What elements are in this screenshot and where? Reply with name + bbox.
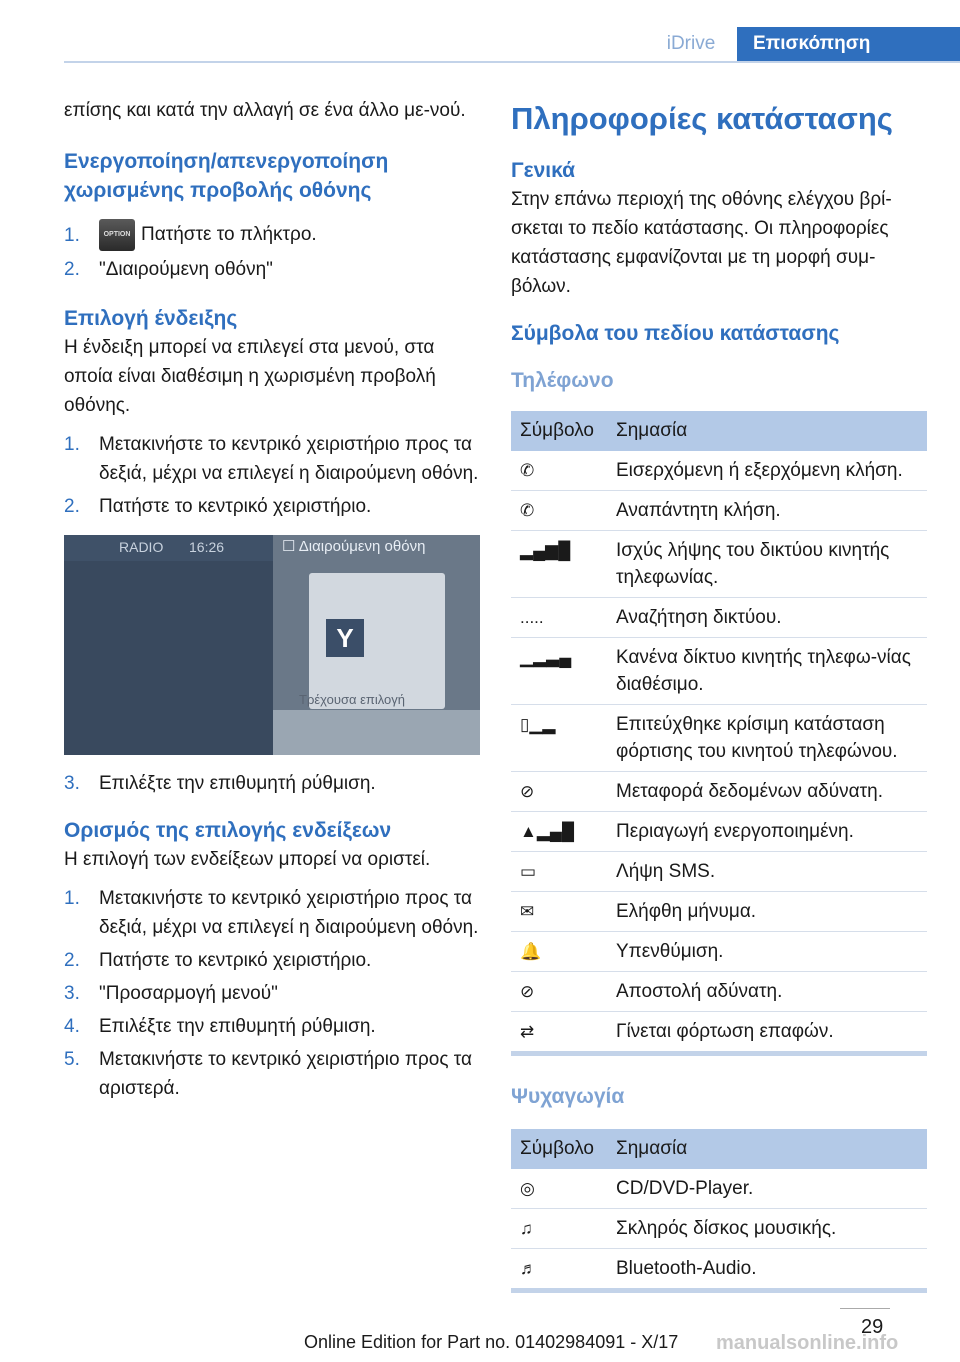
table-row (511, 705, 927, 772)
split-screen-title: ☐ Διαιρούμενη οθόνη (282, 538, 426, 555)
table-header-row (511, 411, 927, 451)
section-split-screen-title: Ενεργοποίηση/απενεργοποίηση χωρισμένης προβολής οθόνης (64, 150, 389, 202)
table-row (511, 1249, 927, 1291)
step-number: 2. (64, 950, 80, 971)
column-header-meaning: Σημασία (616, 411, 927, 451)
list-item (64, 1012, 480, 1041)
step-text: "Προσαρμογή μενού" (99, 983, 278, 1004)
section-define-display-title: Ορισμός της επιλογής ενδείξεων (64, 819, 392, 842)
network-search-icon: ..... (520, 608, 544, 627)
step-text: Πατήστε το κεντρικό χειριστήριο. (99, 950, 372, 971)
table-row (511, 892, 927, 932)
navigation-arrow-icon: Y (326, 619, 364, 657)
call-icon: ✆ (520, 461, 535, 480)
no-network-icon: ▁▂▃▄ (520, 648, 572, 667)
table-row (511, 852, 927, 892)
meaning-cell: Λήψη SMS. (616, 852, 927, 892)
step-number: 3. (64, 773, 80, 794)
music-hdd-icon: ♫ (520, 1219, 533, 1238)
list-item (64, 979, 480, 1008)
screen-time: 16:26 (189, 539, 225, 555)
phone-symbols-table (511, 411, 927, 1056)
meaning-cell: Μεταφορά δεδομένων αδύνατη. (616, 772, 927, 812)
watermark: manualsonline.info (716, 1332, 899, 1354)
reminder-bell-icon: 🔔 (520, 942, 542, 961)
table-row (511, 932, 927, 972)
contacts-loading-icon: ⇄ (520, 1022, 535, 1041)
footer-divider (840, 1308, 890, 1309)
meaning-cell: Αναζήτηση δικτύου. (616, 598, 927, 638)
signal-strength-icon: ▂▄▆█ (520, 541, 571, 560)
current-selection-label: Τρέχουσα επιλογή (299, 692, 406, 707)
list-item (64, 946, 480, 975)
meaning-cell: Ελήφθη μήνυμα. (616, 892, 927, 932)
list-item (64, 1045, 480, 1103)
page-title: Πληροφορίες κατάστασης (511, 101, 893, 136)
left-column (64, 96, 480, 1103)
step-number: 1. (64, 224, 80, 246)
table-row (511, 638, 927, 705)
list-item (64, 430, 480, 488)
header-divider (64, 61, 960, 63)
cd-dvd-icon: ◎ (520, 1179, 535, 1198)
table-row (511, 1012, 927, 1054)
column-header-meaning: Σημασία (616, 1129, 927, 1169)
meaning-cell: Αποστολή αδύνατη. (616, 972, 927, 1012)
header-tab-overview: Επισκόπηση (737, 27, 960, 61)
table-row (511, 1169, 927, 1209)
meaning-cell: Σκληρός δίσκος μουσικής. (616, 1209, 927, 1249)
step-number: 2. (64, 259, 80, 280)
step-text: Μετακινήστε το κεντρικό χειριστήριο προς τα δεξιά, μέχρι να επιλεγεί η διαιρούμενη οθόνη. (99, 434, 479, 484)
step-number: 1. (64, 434, 80, 455)
section-symbols-title: Σύμβολα του πεδίου κατάστασης (511, 322, 840, 345)
split-screen-image (64, 535, 480, 755)
column-header-symbol: Σύμβολο (511, 411, 616, 451)
table-row (511, 598, 927, 638)
screen-radio-label: RADIO (119, 539, 164, 555)
step-number: 3. (64, 983, 80, 1004)
list-item (64, 884, 480, 942)
section-display-select-title: Επιλογή ένδειξης (64, 307, 238, 330)
page-number: 29 (861, 1316, 884, 1338)
meaning-cell: Υπενθύμιση. (616, 932, 927, 972)
section-display-select-body: Η ένδειξη μπορεί να επιλεγεί στα μενού, στα οποία είναι διαθέσιμη η χωρισμένη προβολή οθόνης. (64, 337, 436, 416)
section-define-display-body: Η επιλογή των ενδείξεων μπορεί να οριστεί. (64, 849, 431, 870)
missed-call-icon: ✆ (520, 501, 535, 520)
table-row (511, 491, 927, 531)
meaning-cell: Ισχύς λήψης του δικτύου κινητής τηλεφωνίας. (616, 531, 927, 598)
meaning-cell: CD/DVD-Player. (616, 1169, 927, 1209)
table-row (511, 531, 927, 598)
meaning-cell: Bluetooth-Audio. (616, 1249, 927, 1291)
meaning-cell: Γίνεται φόρτωση επαφών. (616, 1012, 927, 1054)
step-number: 4. (64, 1016, 80, 1037)
screen-floor (273, 710, 480, 755)
bluetooth-audio-icon: ♬ (520, 1259, 537, 1278)
meaning-cell: Εισερχόμενη ή εξερχόμενη κλήση. (616, 451, 927, 491)
column-header-symbol: Σύμβολο (511, 1129, 616, 1169)
table-header-row (511, 1129, 927, 1169)
table-row (511, 451, 927, 491)
header-tab-idrive: iDrive (666, 33, 716, 54)
step-text: Επιλέξτε την επιθυμητή ρύθμιση. (99, 773, 376, 794)
sms-icon: ▭ (520, 862, 537, 881)
list-item (64, 255, 480, 284)
section-entertainment-title: Ψυχαγωγία (511, 1085, 625, 1108)
step-number: 5. (64, 1049, 80, 1070)
step-text: Πατήστε το κεντρικό χειριστήριο. (99, 496, 372, 517)
step-text: Μετακινήστε το κεντρικό χειριστήριο προς τα αριστερά. (99, 1049, 472, 1099)
meaning-cell: Αναπάντητη κλήση. (616, 491, 927, 531)
send-unavailable-icon: ⊘ (520, 982, 535, 1001)
meaning-cell: Περιαγωγή ενεργοποιημένη. (616, 812, 927, 852)
intro-text: επίσης και κατά την αλλαγή σε ένα άλλο με-νού. (64, 100, 466, 121)
edition-text: Online Edition for Part no. 01402984091 - X/17 (304, 1332, 679, 1352)
step-number: 1. (64, 888, 80, 909)
list-item (64, 219, 480, 251)
step-text: Επιλέξτε την επιθυμητή ρύθμιση. (99, 1016, 376, 1037)
meaning-cell: Κανένα δίκτυο κινητής τηλεφω-νίας διαθέσιμο. (616, 638, 927, 705)
table-row (511, 772, 927, 812)
entertainment-symbols-table (511, 1129, 927, 1293)
meaning-cell: Επιτεύχθηκε κρίσιμη κατάσταση φόρτισης του κινητού τηλεφώνου. (616, 705, 927, 772)
right-column (511, 100, 927, 1293)
message-icon: ✉ (520, 902, 535, 921)
option-button-icon: OPTION (99, 219, 135, 251)
table-row (511, 812, 927, 852)
section-phone-title: Τηλέφωνο (511, 369, 614, 392)
step-number: 2. (64, 496, 80, 517)
list-item (64, 769, 480, 798)
table-row (511, 972, 927, 1012)
table-row (511, 1209, 927, 1249)
list-item (64, 492, 480, 521)
data-transfer-unavailable-icon: ⊘ (520, 782, 535, 801)
low-battery-icon: ▯▁▂ (520, 715, 556, 734)
section-general-title: Γενικά (511, 159, 576, 182)
roaming-icon: ▲▂▄█ (520, 822, 574, 841)
section-general-body: Στην επάνω περιοχή της οθόνης ελέγχου βρί-σκεται το πεδίο κατάστασης. Οι πληροφορίες κατάστασης εμφανίζονται με τη μορφή συμ-βόλων. (511, 189, 892, 297)
step-text: Πατήστε το πλήκτρο. (141, 224, 317, 246)
step-text: "Διαιρούμενη οθόνη" (99, 259, 273, 280)
step-text: Μετακινήστε το κεντρικό χειριστήριο προς τα δεξιά, μέχρι να επιλεγεί η διαιρούμενη οθόνη. (99, 888, 479, 938)
